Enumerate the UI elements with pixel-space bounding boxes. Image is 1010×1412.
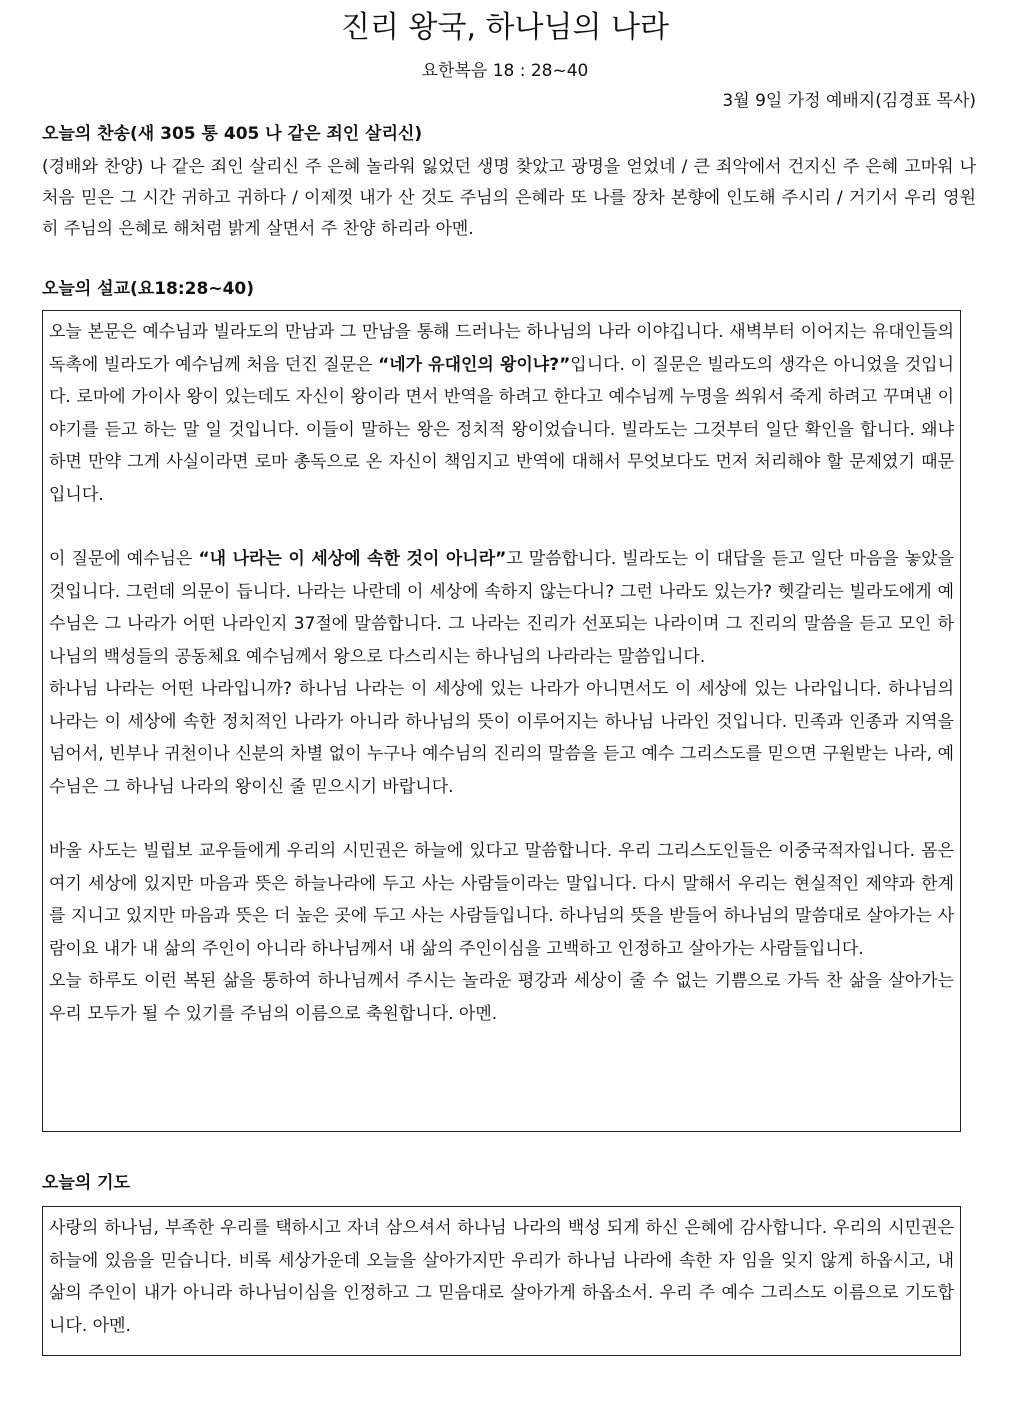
sermon-heading: 오늘의 설교(요18:28~40) <box>42 279 255 299</box>
sermon-p1-text-cont: 입니다. 이 질문은 빌라도의 생각은 아니었을 것입니다. 로마에 가이사 왕이 있는데도 자신이 왕이라 면서 반역을 하려고 한다고 예수님께 누명을 씌워서 죽게 하려고 꾸며낸 이야기를 듣고 하는 말 일 것입니다. 이들이 말하는 왕은 정치적 왕이었습니다. 빌라도는 그것부터 일단 확인을 합니다. 왜냐하면 만약 그게 사실이라면 로마 총독으로 온 자신이 책임지고 반역에 대해서 무엇보다도 먼저 처리해야 할 문제였기 때문입니다. <box>49 354 954 505</box>
sermon-paragraph-5: 오늘 하루도 이런 복된 삶을 통하여 하나님께서 주시는 놀라운 평강과 세상이 줄 수 없는 기쁨으로 가득 찬 삶을 살아가는 우리 모두가 될 수 있기를 주님의 이름으로 축원합니다. 아멘. <box>49 971 954 1024</box>
sermon-p1-text: 오늘 본문은 예수님과 빌라도의 만남과 그 만남을 통해 드러나는 하나님의 나라 이야깁니다. 새벽부터 이어지는 유대인들의 독촉에 빌라도가 예수님께 처음 던진 질문은 <box>49 322 954 375</box>
sermon-p2-quote: “내 나라는 이 세상에 속한 것이 아니라” <box>198 549 507 569</box>
date-and-author: 3월 9일 가정 예배지(김경표 목사) <box>722 91 976 111</box>
hymn-heading: 오늘의 찬송(새 305 통 405 나 같은 죄인 살리신) <box>42 124 423 144</box>
sermon-paragraph-1 <box>49 316 954 511</box>
sermon-paragraph-4: 바울 사도는 빌립보 교우들에게 우리의 시민권은 하늘에 있다고 말씀합니다. 우리 그리스도인들은 이중국적자입니다. 몸은 여기 세상에 있지만 마음과 뜻은 하늘나라에 두고 사는 사람들이라는 말입니다. 다시 말해서 우리는 현실적인 제약과 한계를 지니고 있지만 마음과 뜻은 더 높은 곳에 두고 사는 사람들입니다. 하나님의 뜻을 받들어 하나님의 말씀대로 살아가는 사람이요 내가 내 삶의 주인이 아니라 하나님께서 내 삶의 주인이심을 고백하고 인정하고 살아가는 사람들입니다. <box>49 841 954 959</box>
sermon-box <box>42 310 961 1132</box>
prayer-box <box>42 1206 961 1356</box>
page-title: 진리 왕국, 하나님의 나라 <box>341 10 669 45</box>
prayer-heading: 오늘의 기도 <box>42 1173 131 1193</box>
sermon-paragraph-2 <box>49 543 954 673</box>
sermon-p2-text-cont: 고 말씀합니다. 빌라도는 이 대답을 듣고 일단 마음을 놓았을 것입니다. 그런데 의문이 듭니다. 나라는 나란데 이 세상에 속하지 않는다니? 그런 나라도 있는가? 헷갈리는 빌라도에게 예수님은 그 나라가 어떤 나라인지 37절에 말씀합니다. 그 나라는 진리가 선포되는 나라이며 그 진리의 말씀을 듣고 모인 하나님의 백성들의 공동체요 예수님께서 왕으로 다스리시는 하나님의 나라라는 말씀입니다. <box>49 549 955 667</box>
prayer-text: 사랑의 하나님, 부족한 우리를 택하시고 자녀 삼으셔서 하나님 나라의 백성 되게 하신 은혜에 감사합니다. 우리의 시민권은 하늘에 있음을 믿습니다. 비록 세상가운데 오늘을 살아가지만 우리가 하나님 나라에 속한 자 임을 잊지 않게 하옵시고, 내 삶의 주인이 내가 아니라 하나님이심을 인정하고 그 믿음대로 살아가게 하옵소서. 우리 주 예수 그리스도 이름으로 기도합니다. 아멘. <box>49 1218 954 1336</box>
hymn-lyrics: (경배와 찬양) 나 같은 죄인 살리신 주 은혜 놀라워 잃었던 생명 찾았고 광명을 얻었네 / 큰 죄악에서 건지신 주 은혜 고마워 나 처음 믿은 그 시간 귀하고 귀하다 / 이제껏 내가 산 것도 주님의 은혜라 또 나를 장차 본향에 인도해 주시리 / 거기서 우리 영원히 주님의 은혜로 해처럼 밝게 살면서 주 찬양 하리라 아멘. <box>42 157 976 239</box>
sermon-paragraph-3: 하나님 나라는 어떤 나라입니까? 하나님 나라는 이 세상에 있는 나라가 아니면서도 이 세상에 있는 나라입니다. 하나님의 나라는 이 세상에 속한 정치적인 나라가 아니라 하나님의 뜻이 이루어지는 하나님 나라인 것입니다. 민족과 인종과 지역을 넘어서, 빈부나 귀천이나 신분의 차별 없이 누구나 예수님의 진리의 말씀을 듣고 예수 그리스도를 믿으면 구원받는 나라, 예수님은 그 하나님 나라의 왕이신 줄 믿으시기 바랍니다. <box>49 679 954 797</box>
sermon-p2-text: 이 질문에 예수님은 <box>49 549 199 569</box>
scripture-reference: 요한복음 18 : 28~40 <box>421 61 589 81</box>
sermon-p1-quote: “네가 유대인의 왕이냐?” <box>378 354 571 375</box>
